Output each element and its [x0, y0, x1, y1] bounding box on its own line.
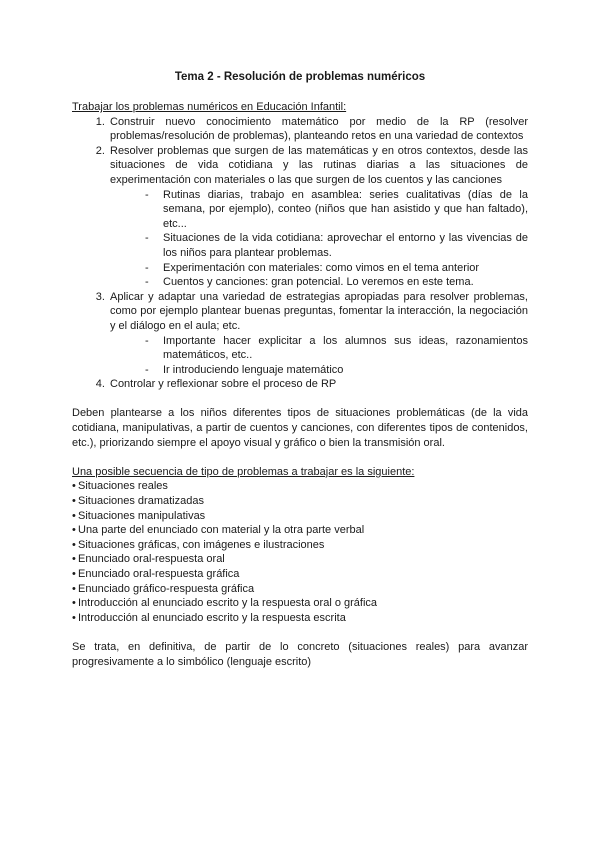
bullet-item [72, 523, 528, 538]
bullet-icon: • [72, 553, 76, 566]
paragraph-situaciones: Deben plantearse a los niños diferentes tipos de situaciones problemáticas (de la vida cotidiana, manipulativas, a partir de cuentos y canciones, con diferentes tipos de contenidos, etc.), priorizando siempre el apoyo visual y gráfico o bien la transmisión oral. [72, 407, 528, 449]
document-body [72, 100, 528, 669]
bullet-item-text: Situaciones manipulativas [78, 509, 206, 522]
bullet-item [72, 509, 528, 524]
numbered-item [108, 377, 528, 392]
bullet-item-text: Situaciones gráficas, con imágenes e ilustraciones [78, 538, 325, 551]
numbered-item-text: Resolver problemas que surgen de las matemáticas y en otros contextos, desde las situaciones de vida cotidiana y las rutinas diarias a las situaciones de experimentación con materiales o las que surgen de los cuentos y las canciones [110, 144, 528, 186]
bullet-item [72, 494, 528, 509]
bullet-item-text: Introducción al enunciado escrito y la respuesta escrita [78, 611, 346, 624]
bullet-item-text: Enunciado oral-respuesta gráfica [78, 568, 240, 580]
bullet-icon: • [72, 480, 76, 493]
bullet-icon: • [72, 509, 76, 522]
dash-subitem: - Cuentos y canciones: gran potencial. Lo veremos en este tema. [145, 275, 528, 290]
numbered-item [108, 144, 528, 290]
bullet-icon: • [72, 611, 76, 624]
dash-subitem: - Rutinas diarias, trabajo en asamblea: series cualitativas (días de la semana, por ejemplo), conteo (niños que han asistido y que han faltado), etc... [145, 188, 528, 232]
bullet-item [72, 596, 528, 611]
bullet-item [72, 538, 528, 553]
bullet-item [72, 582, 528, 597]
bullet-item-text: Situaciones reales [78, 480, 168, 493]
bullet-item-text: Enunciado oral-respuesta oral [78, 553, 225, 566]
numbered-item-text: Construir nuevo conocimiento matemático por medio de la RP (resolver problemas/resolución de problemas), planteando retos en una variedad de contextos [110, 115, 528, 143]
bullet-item-text: Introducción al enunciado escrito y la respuesta oral o gráfica [78, 597, 378, 610]
bullet-icon: • [72, 568, 76, 580]
bullet-item-text: Una parte del enunciado con material y la otra parte verbal [78, 524, 365, 537]
section2-heading: Una posible secuencia de tipo de problemas a trabajar es la siguiente: [72, 465, 415, 478]
numbered-item-text: Controlar y reflexionar sobre el proceso de RP [110, 378, 337, 391]
dash-sublist [110, 334, 528, 378]
numbered-item [108, 115, 528, 144]
numbered-item-text: Aplicar y adaptar una variedad de estrategias apropiadas para resolver problemas, como por ejemplo plantear buenas preguntas, fomentar la interacción, la negociación y el diálogo en el aula; etc. [110, 290, 528, 332]
bullet-icon: • [72, 495, 76, 508]
bullet-icon: • [72, 524, 76, 537]
dash-subitem: - Experimentación con materiales: como vimos en el tema anterior [145, 261, 528, 276]
section1-heading: Trabajar los problemas numéricos en Educación Infantil: [72, 101, 347, 113]
bullet-icon: • [72, 597, 76, 610]
dash-subitem: - Situaciones de la vida cotidiana: aprovechar el entorno y las vivencias de los niños para plantear problemas. [145, 231, 528, 260]
bullet-item-text: Situaciones dramatizadas [78, 495, 204, 508]
bullet-item [72, 479, 528, 494]
bullet-item-text: Enunciado gráfico-respuesta gráfica [78, 582, 255, 595]
bullet-icon: • [72, 582, 76, 595]
document-title: Tema 2 - Resolución de problemas numéricos [174, 71, 426, 83]
bullet-item [72, 567, 528, 582]
dash-subitem: - Ir introduciendo lenguaje matemático [145, 363, 528, 378]
dash-sublist [110, 188, 528, 290]
paragraph-conclusion: Se trata, en definitiva, de partir de lo concreto (situaciones reales) para avanzar progresivamente a lo simbólico (lenguaje escrito) [72, 640, 528, 668]
bullet-item [72, 552, 528, 567]
dash-subitem: - Importante hacer explicitar a los alumnos sus ideas, razonamientos matemáticos, etc.. [145, 334, 528, 363]
bullet-list [72, 479, 528, 625]
numbered-item [108, 290, 528, 378]
bullet-icon: • [72, 538, 76, 551]
numbered-list [72, 115, 528, 392]
bullet-item [72, 611, 528, 626]
